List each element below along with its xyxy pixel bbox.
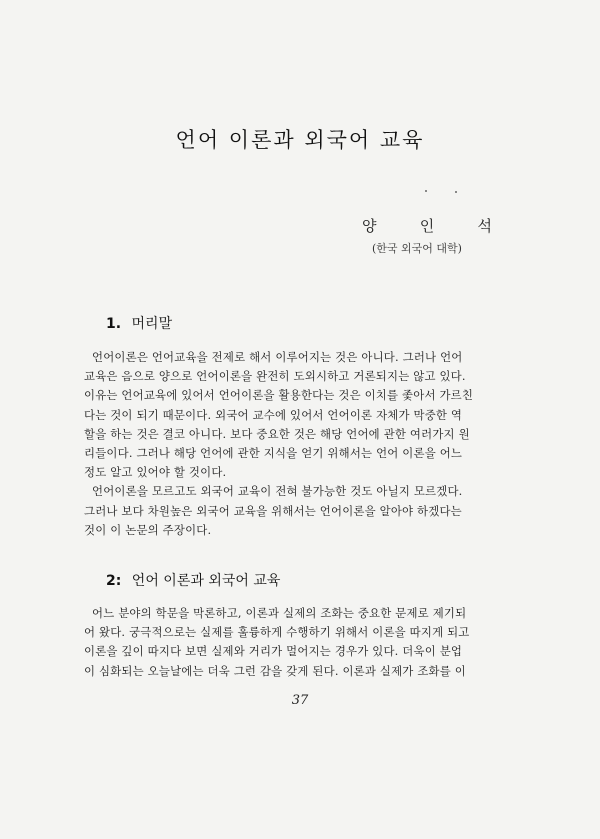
section-title: 머리말 [131,316,173,332]
body-line: 그러나 보다 차원높은 외국어 교육을 위해서는 언어이론을 알아야 하겠다는 [84,503,462,518]
section-number: 1. [106,316,122,332]
body-line: 정도 알고 있어야 할 것이다. [84,465,227,480]
body-line: 언어이론을 모르고도 외국어 교육이 전혀 불가능한 것도 아닐지 모르겠다. [92,484,463,499]
section-body [84,348,524,540]
body-line: 언어이론은 언어교육을 전제로 해서 이루어지는 것은 아니다. 그러나 언어 [92,350,463,364]
body-line: 교육은 음으로 양으로 언어이론을 완전히 도외시하고 거론되지는 않고 있다. [84,369,466,384]
scan-speck [455,191,457,193]
author-name-char: 양 [362,217,377,235]
section-heading [106,570,280,590]
body-line: 어 왔다. 궁극적으로는 실제를 훌륭하게 수행하기 위해서 이론을 따지게 되고 [84,625,470,640]
body-line: 다는 것이 되기 때문이다. 외국어 교수에 있어서 언어이론 자체가 막중한 역 [84,407,463,422]
section-heading [106,313,172,333]
page-number: 37 [291,693,309,708]
scan-speck [425,190,427,192]
author-name-char: 인 [419,217,435,235]
paper-title: 언어 이론과 외국어 교육 [175,128,425,152]
scan-specks [425,189,465,193]
body-line: 리들이다. 그러나 해당 언어에 관한 지식을 얻기 위해서는 언어 이론을 어느 [84,445,463,460]
author-affiliation: (한국 외국어 대학) [372,242,462,255]
author-name-char: 석 [477,217,492,235]
author-name [362,215,492,236]
section-number: 2: [106,573,122,589]
section-body [84,604,524,681]
body-line: 것이 이 논문의 주장이다. [84,522,212,537]
body-line: 이론을 깊이 따지다 보면 실제와 거리가 멀어지는 경우가 있다. 더욱이 분업 [84,644,463,659]
body-line: 이유는 언어교육에 있어서 언어이론을 활용한다는 것은 이치를 좇아서 가르친 [84,388,474,403]
body-line: 이 심화되는 오늘날에는 더욱 그런 감을 갖게 된다. 이론과 실제가 조화를 이 [84,663,466,678]
body-line: 할을 하는 것은 결코 아니다. 보다 중요한 것은 해당 언어에 관한 여러가지 원 [84,426,470,441]
body-line: 어느 분야의 학문을 막론하고, 이론과 실제의 조화는 중요한 문제로 제기되 [92,606,467,620]
section-title: 언어 이론과 외국어 교육 [131,573,281,589]
